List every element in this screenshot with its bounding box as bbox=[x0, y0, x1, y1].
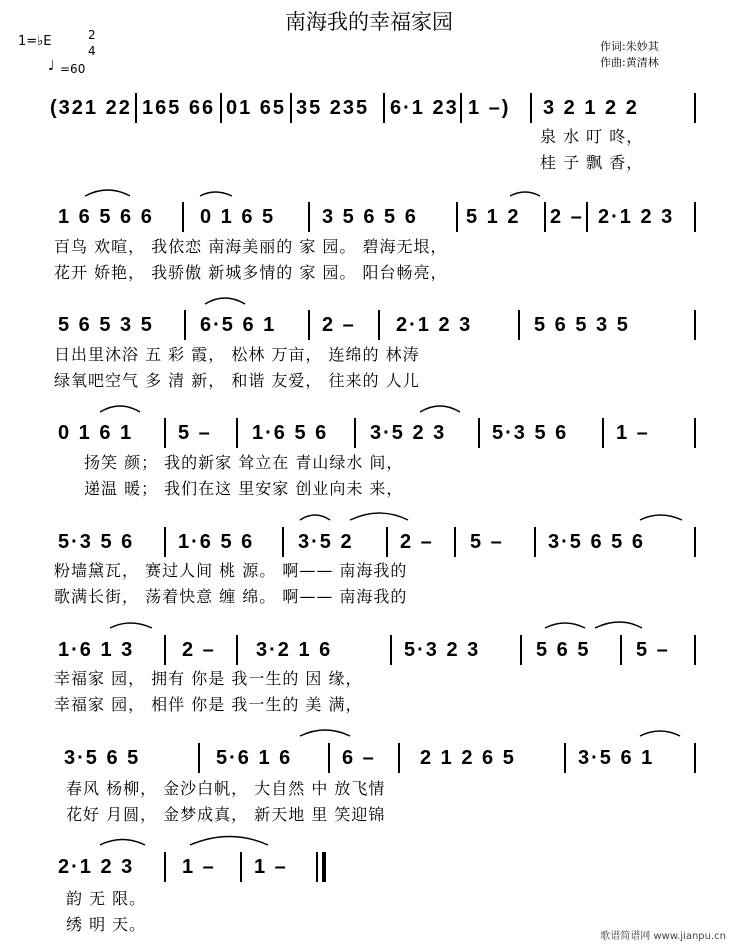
measure: 5·3 5 6 bbox=[58, 531, 135, 553]
lyric-line: 桂 子 飘 香， bbox=[540, 153, 644, 172]
lyric-line: 韵 无 限。 bbox=[66, 889, 147, 908]
lyric-line: 泉 水 叮 咚， bbox=[540, 127, 644, 146]
measure: 1 – bbox=[254, 856, 288, 878]
measure: 2·1 2 3 bbox=[58, 856, 135, 878]
watermark: 歌谱简谱网 www.jianpu.cn bbox=[600, 931, 726, 942]
measure: 0 1 6 1 bbox=[58, 422, 134, 444]
measure: 3·5 6 1 bbox=[578, 747, 655, 769]
key-signature: 1=♭E bbox=[18, 34, 52, 49]
lyric-line: 绣 明 天。 bbox=[66, 915, 147, 934]
lyric-line: 春风 杨柳， 金沙白帆， 大自然 中 放飞情 bbox=[66, 779, 386, 798]
measure: 1·6 5 6 bbox=[178, 531, 255, 553]
measure: 35 235 bbox=[296, 97, 370, 119]
measure: 2·1 2 3 bbox=[396, 314, 473, 336]
measure: 2 – bbox=[400, 531, 434, 553]
measure: 2 – bbox=[322, 314, 356, 336]
page-title: 南海我的幸福家园 bbox=[285, 10, 453, 34]
lyric-line: 歌满长街， 荡着快意 缠 绵。 啊—— 南海我的 bbox=[54, 587, 408, 606]
measure: 2 – bbox=[182, 639, 216, 661]
lyric-line: 递温 暖； 我们在这 里安家 创业向未 来， bbox=[84, 479, 404, 498]
measure: 5 6 5 bbox=[536, 639, 591, 661]
measure: 6 – bbox=[342, 747, 376, 769]
lyric-line: 绿氧吧空气 多 清 新， 和谐 友爱， 往来的 人儿 bbox=[54, 371, 420, 390]
measure: 1 –) bbox=[468, 97, 511, 119]
tempo-marking: =60 bbox=[60, 62, 86, 76]
lyric-line: 花开 娇艳， 我骄傲 新城多情的 家 园。 阳台畅亮， bbox=[54, 263, 448, 282]
measure: 6·5 6 1 bbox=[200, 314, 277, 336]
measure: 3 5 6 5 6 bbox=[322, 206, 418, 228]
measure: 1·6 1 3 bbox=[58, 639, 135, 661]
measure: 5·3 2 3 bbox=[404, 639, 481, 661]
quarter-note-icon: ♩ bbox=[48, 58, 55, 74]
measure: 5·6 1 6 bbox=[216, 747, 293, 769]
measure: 5 1 2 bbox=[466, 206, 521, 228]
lyric-line: 日出里沐浴 五 彩 霞， 松林 万亩， 连绵的 林涛 bbox=[54, 345, 420, 364]
lyric-line: 百鸟 欢喧， 我依恋 南海美丽的 家 园。 碧海无垠， bbox=[54, 237, 448, 256]
measure: 2 – bbox=[550, 206, 584, 228]
measure: 1·6 5 6 bbox=[252, 422, 329, 444]
time-signature-top: 2 bbox=[88, 28, 96, 42]
time-signature-bottom: 4 bbox=[88, 44, 96, 58]
measure: 2 1 2 6 5 bbox=[420, 747, 516, 769]
lyric-line: 幸福家 园， 相伴 你是 我一生的 美 满， bbox=[54, 695, 363, 714]
lyricist-credit: 作词:朱妙其 bbox=[600, 40, 659, 53]
measure: 1 – bbox=[616, 422, 650, 444]
measure: 1 6 5 6 6 bbox=[58, 206, 154, 228]
measure: 0 1 6 5 bbox=[200, 206, 276, 228]
measure: (321 22 bbox=[50, 97, 132, 119]
composer-credit: 作曲:黄清林 bbox=[600, 56, 659, 69]
measure: 3·5 6 5 bbox=[64, 747, 141, 769]
measure: 3·5 2 bbox=[298, 531, 354, 553]
measure: 1 – bbox=[182, 856, 216, 878]
measure: 5 – bbox=[470, 531, 504, 553]
measure: 5 – bbox=[178, 422, 212, 444]
lyric-line: 粉墙黛瓦， 赛过人间 桃 源。 啊—— 南海我的 bbox=[54, 561, 408, 580]
measure: 165 66 bbox=[142, 97, 216, 119]
lyric-line: 幸福家 园， 拥有 你是 我一生的 因 缘， bbox=[54, 669, 363, 688]
measure: 2·1 2 3 bbox=[598, 206, 675, 228]
measure: 01 65 bbox=[226, 97, 287, 119]
measure: 3 2 1 2 2 bbox=[543, 97, 639, 119]
measure: 3·5 2 3 bbox=[370, 422, 447, 444]
lyric-line: 花好 月圆， 金梦成真， 新天地 里 笑迎锦 bbox=[66, 805, 386, 824]
measure: 5 6 5 3 5 bbox=[534, 314, 630, 336]
measure: 5 6 5 3 5 bbox=[58, 314, 154, 336]
measure: 3·5 6 5 6 bbox=[548, 531, 645, 553]
measure: 5·3 5 6 bbox=[492, 422, 569, 444]
measure: 5 – bbox=[636, 639, 670, 661]
measure: 6·1 23 bbox=[390, 97, 459, 119]
lyric-line: 扬笑 颜； 我的新家 耸立在 青山绿水 间， bbox=[84, 453, 404, 472]
measure: 3·2 1 6 bbox=[256, 639, 333, 661]
